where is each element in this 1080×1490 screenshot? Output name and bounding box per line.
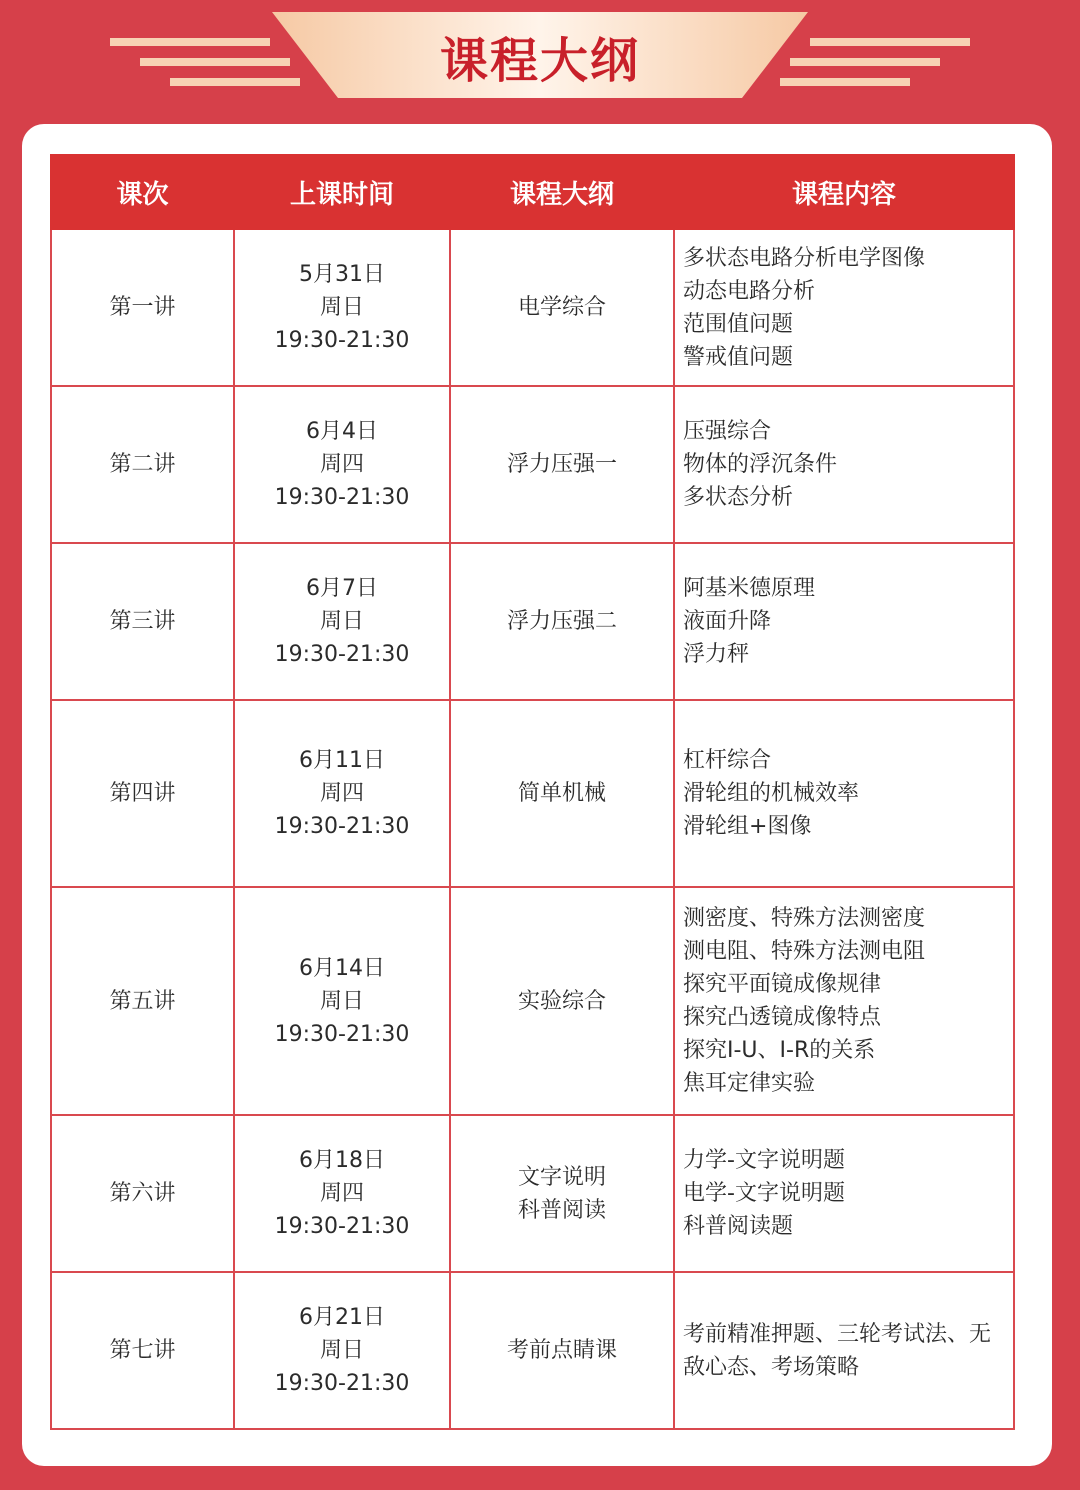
date-text: 6月4日 bbox=[306, 419, 378, 444]
content-line: 测电阻、特殊方法测电阻 bbox=[683, 939, 926, 964]
table-row bbox=[51, 1272, 1014, 1429]
table-header-row bbox=[51, 155, 1014, 229]
content-cell bbox=[674, 229, 1014, 386]
content-line: 敌心态、考场策略 bbox=[683, 1354, 860, 1380]
time-cell bbox=[234, 1272, 450, 1429]
topic-line: 简单机械 bbox=[517, 781, 606, 806]
topic-cell bbox=[450, 229, 674, 386]
session-cell: 第二讲 bbox=[51, 386, 234, 543]
topic-line: 电学综合 bbox=[517, 295, 606, 320]
weekday-text: 周日 bbox=[319, 988, 364, 1014]
content-line: 多状态电路分析电学图像 bbox=[683, 245, 926, 271]
topic-cell bbox=[450, 700, 674, 887]
content-line: 力学-文字说明题 bbox=[683, 1148, 845, 1173]
column-header-time: 上课时间 bbox=[234, 155, 450, 229]
session-cell: 第五讲 bbox=[51, 887, 234, 1115]
topic-line: 科普阅读 bbox=[517, 1197, 606, 1223]
date-text: 6月7日 bbox=[306, 576, 378, 601]
table-row bbox=[51, 887, 1014, 1115]
date-text: 5月31日 bbox=[299, 262, 385, 287]
session-cell: 第七讲 bbox=[51, 1272, 234, 1429]
content-line: 测密度、特殊方法测密度 bbox=[683, 906, 926, 931]
weekday-text: 周四 bbox=[319, 452, 364, 477]
content-line: 探究凸透镜成像特点 bbox=[683, 1005, 882, 1030]
topic-line: 实验综合 bbox=[517, 988, 606, 1014]
page-title: 课程大纲 bbox=[439, 33, 640, 89]
content-cell bbox=[674, 543, 1014, 700]
content-line: 杠杆综合 bbox=[683, 748, 772, 773]
date-text: 6月18日 bbox=[299, 1148, 385, 1173]
content-cell bbox=[674, 1272, 1014, 1429]
topic-cell bbox=[450, 1272, 674, 1429]
weekday-text: 周日 bbox=[319, 295, 364, 320]
table-row bbox=[51, 386, 1014, 543]
weekday-text: 周四 bbox=[319, 1181, 364, 1206]
content-line: 焦耳定律实验 bbox=[683, 1071, 816, 1096]
content-line: 范围值问题 bbox=[683, 311, 794, 337]
topic-line: 文字说明 bbox=[517, 1164, 606, 1190]
content-line: 动态电路分析 bbox=[683, 278, 816, 304]
topic-line: 浮力压强二 bbox=[506, 609, 617, 634]
time-text: 19:30-21:30 bbox=[274, 328, 410, 353]
column-header-content: 课程内容 bbox=[674, 155, 1014, 229]
content-line: 科普阅读题 bbox=[683, 1214, 794, 1239]
content-cell bbox=[674, 887, 1014, 1115]
content-line: 探究平面镜成像规律 bbox=[683, 972, 882, 997]
content-line: 液面升降 bbox=[683, 609, 772, 634]
time-cell bbox=[234, 543, 450, 700]
content-line: 多状态分析 bbox=[683, 485, 794, 510]
content-line: 压强综合 bbox=[683, 419, 772, 444]
date-text: 6月11日 bbox=[299, 748, 385, 773]
content-line: 电学-文字说明题 bbox=[683, 1181, 845, 1206]
session-cell: 第一讲 bbox=[51, 229, 234, 386]
session-cell: 第六讲 bbox=[51, 1115, 234, 1272]
time-text: 19:30-21:30 bbox=[274, 814, 410, 839]
content-line: 阿基米德原理 bbox=[683, 576, 816, 601]
table-row bbox=[51, 543, 1014, 700]
time-text: 19:30-21:30 bbox=[274, 1021, 410, 1047]
time-text: 19:30-21:30 bbox=[274, 485, 410, 510]
time-cell bbox=[234, 700, 450, 887]
column-header-session: 课次 bbox=[51, 155, 234, 229]
content-line: 滑轮组+图像 bbox=[683, 814, 812, 839]
time-cell bbox=[234, 386, 450, 543]
content-line: 滑轮组的机械效率 bbox=[683, 781, 860, 806]
content-cell bbox=[674, 1115, 1014, 1272]
time-text: 19:30-21:30 bbox=[274, 642, 410, 667]
content-line: 考前精准押题、三轮考试法、无 bbox=[683, 1321, 992, 1347]
content-line: 浮力秤 bbox=[683, 642, 750, 667]
content-cell bbox=[674, 700, 1014, 887]
table-row bbox=[51, 700, 1014, 887]
content-line: 物体的浮沉条件 bbox=[683, 452, 838, 477]
syllabus-table bbox=[50, 154, 1015, 1430]
date-text: 6月14日 bbox=[299, 955, 385, 981]
session-cell: 第三讲 bbox=[51, 543, 234, 700]
table-row bbox=[51, 1115, 1014, 1272]
time-cell bbox=[234, 229, 450, 386]
weekday-text: 周日 bbox=[319, 609, 364, 634]
topic-cell bbox=[450, 543, 674, 700]
date-text: 6月21日 bbox=[299, 1305, 385, 1330]
time-text: 19:30-21:30 bbox=[274, 1371, 410, 1396]
time-cell bbox=[234, 887, 450, 1115]
time-cell bbox=[234, 1115, 450, 1272]
column-header-topic: 课程大纲 bbox=[450, 155, 674, 229]
content-line: 探究I-U、I-R的关系 bbox=[683, 1038, 876, 1063]
topic-cell bbox=[450, 887, 674, 1115]
content-cell bbox=[674, 386, 1014, 543]
topic-line: 浮力压强一 bbox=[506, 452, 617, 477]
session-cell: 第四讲 bbox=[51, 700, 234, 887]
topic-cell bbox=[450, 1115, 674, 1272]
weekday-text: 周四 bbox=[319, 781, 364, 806]
time-text: 19:30-21:30 bbox=[274, 1214, 410, 1239]
topic-line: 考前点睛课 bbox=[506, 1338, 617, 1363]
content-line: 警戒值问题 bbox=[683, 344, 794, 370]
header-banner bbox=[0, 0, 1080, 110]
topic-cell bbox=[450, 386, 674, 543]
weekday-text: 周日 bbox=[319, 1338, 364, 1363]
table-row bbox=[51, 229, 1014, 386]
